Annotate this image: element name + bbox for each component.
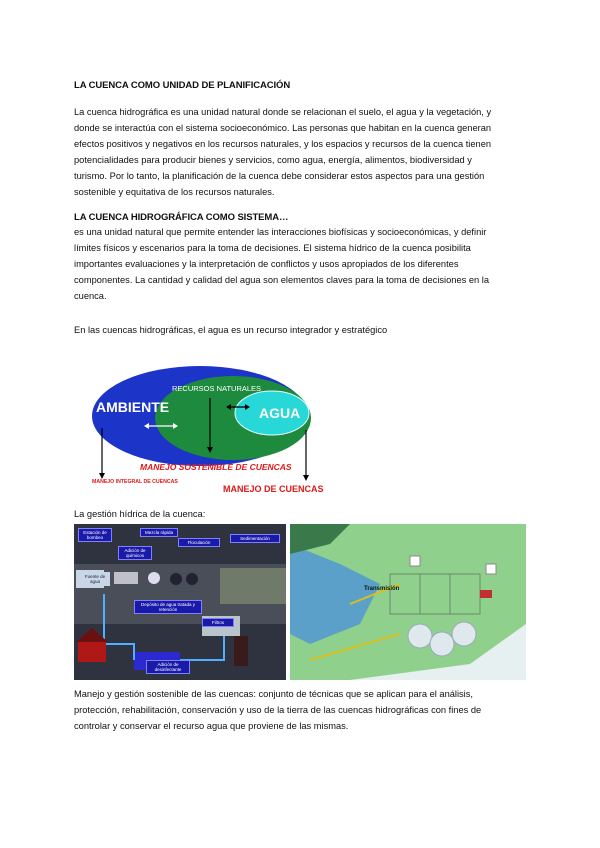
water-treatment-plant-image bbox=[74, 524, 286, 680]
paragraph-planificacion bbox=[74, 104, 526, 200]
section-heading-sistema: LA CUENCA HIDROGRÁFICA COMO SISTEMA… bbox=[74, 212, 289, 223]
photos-intro-text: La gestión hídrica de la cuenca: bbox=[74, 509, 206, 519]
distribution-illustration bbox=[290, 524, 526, 680]
desinfectante-label: Adición de desinfectante bbox=[146, 660, 190, 674]
treatment-tank bbox=[430, 632, 454, 656]
arrow-down-icon bbox=[303, 475, 309, 481]
floc-tank bbox=[170, 573, 182, 585]
treatment-tank bbox=[408, 624, 432, 648]
manejo-sostenible-label: MANEJO SOSTENIBLE DE CUENCAS bbox=[140, 462, 292, 472]
text-line: cuenca. bbox=[74, 291, 107, 301]
estacion-label: Estación de bombeo bbox=[78, 528, 112, 542]
building bbox=[234, 636, 248, 666]
sedimentacion-label: Sedimentación bbox=[230, 534, 280, 543]
text-line: Manejo y gestión sostenible de las cuencas: conjunto de técnicas que se aplican para el análisis, bbox=[74, 689, 473, 699]
section-heading-planificacion: LA CUENCA COMO UNIDAD DE PLANIFICACIÓN bbox=[74, 80, 291, 91]
text-line: protección, rehabilitación, conservación y uso de la tierra de las cuencas hidrográficas con fines de bbox=[74, 705, 482, 715]
paragraph-sistema bbox=[74, 224, 526, 304]
ambiente-label: AMBIENTE bbox=[96, 399, 170, 415]
watershed-management-diagram bbox=[88, 358, 338, 498]
manejo-integral-label: MANEJO INTEGRAL DE CUENCAS bbox=[92, 479, 178, 485]
transmision-label: Transmisión bbox=[364, 586, 400, 592]
paragraph-manejo-gestion bbox=[74, 686, 526, 734]
floc-tank bbox=[148, 572, 160, 584]
deposito-label: Depósito de agua tratada y retención bbox=[134, 600, 202, 614]
text-line: turismo. Por lo tanto, la planificación de la cuenca debe considerar estos aspectos para una gestión bbox=[74, 171, 485, 181]
mixing-tank bbox=[114, 572, 138, 584]
text-line: importantes evaluaciones y la interpretación de conflictos y usos apropiados de los diferentes bbox=[74, 259, 459, 269]
water-tower-icon bbox=[410, 556, 420, 566]
text-line: es una unidad natural que permite entender las interacciones biofísicas y socioeconómicas, y definir bbox=[74, 227, 487, 237]
filtros-label: Filtros bbox=[202, 618, 234, 627]
text-line: componentes. La cantidad y calidad del agua son elementos claves para la toma de decisiones en la bbox=[74, 275, 490, 285]
floculacion-label: Floculación bbox=[178, 538, 220, 547]
house-icon bbox=[480, 590, 492, 598]
house-icon bbox=[78, 642, 106, 662]
diagram-intro-text: En las cuencas hidrográficas, el agua es un recurso integrador y estratégico bbox=[74, 325, 388, 335]
text-line: donde se interactúa con el sistema socioeconómico. Las personas que habitan en la cuenca generan bbox=[74, 123, 492, 133]
water-distribution-image bbox=[290, 524, 526, 680]
treatment-tank bbox=[452, 622, 476, 646]
sedimentation-basin bbox=[220, 568, 286, 604]
quimicos-label: Adición de químicos bbox=[118, 546, 152, 560]
text-line: controlar y conservar el recurso agua que proviene de las mismas. bbox=[74, 721, 349, 731]
manejo-cuencas-label: MANEJO DE CUENCAS bbox=[223, 484, 324, 494]
text-line: sostenible y equitativa de los recursos naturales. bbox=[74, 187, 275, 197]
text-line: límites físicos y escenarios para la toma de decisiones. El sistema hídrico de la cuenca posibilita bbox=[74, 243, 471, 253]
text-line: La cuenca hidrográfica es una unidad natural donde se relacionan el suelo, el agua y la vegetación, y bbox=[74, 107, 492, 117]
floc-tank bbox=[186, 573, 198, 585]
agua-label: AGUA bbox=[259, 405, 301, 421]
mezcla-label: Mezcla rápida bbox=[140, 528, 178, 537]
text-line: efectos positivos y negativos en los recursos naturales, y los espacios y recursos de la cuenca tienen bbox=[74, 139, 492, 149]
text-line: potencialidades para producir bienes y servicios, como agua, energía, alimentos, biodiversidad y bbox=[74, 155, 472, 165]
fuente-label: Fuente de agua bbox=[80, 572, 110, 586]
recursos-label: RECURSOS NATURALES bbox=[172, 384, 262, 393]
water-tower-icon bbox=[486, 564, 496, 574]
